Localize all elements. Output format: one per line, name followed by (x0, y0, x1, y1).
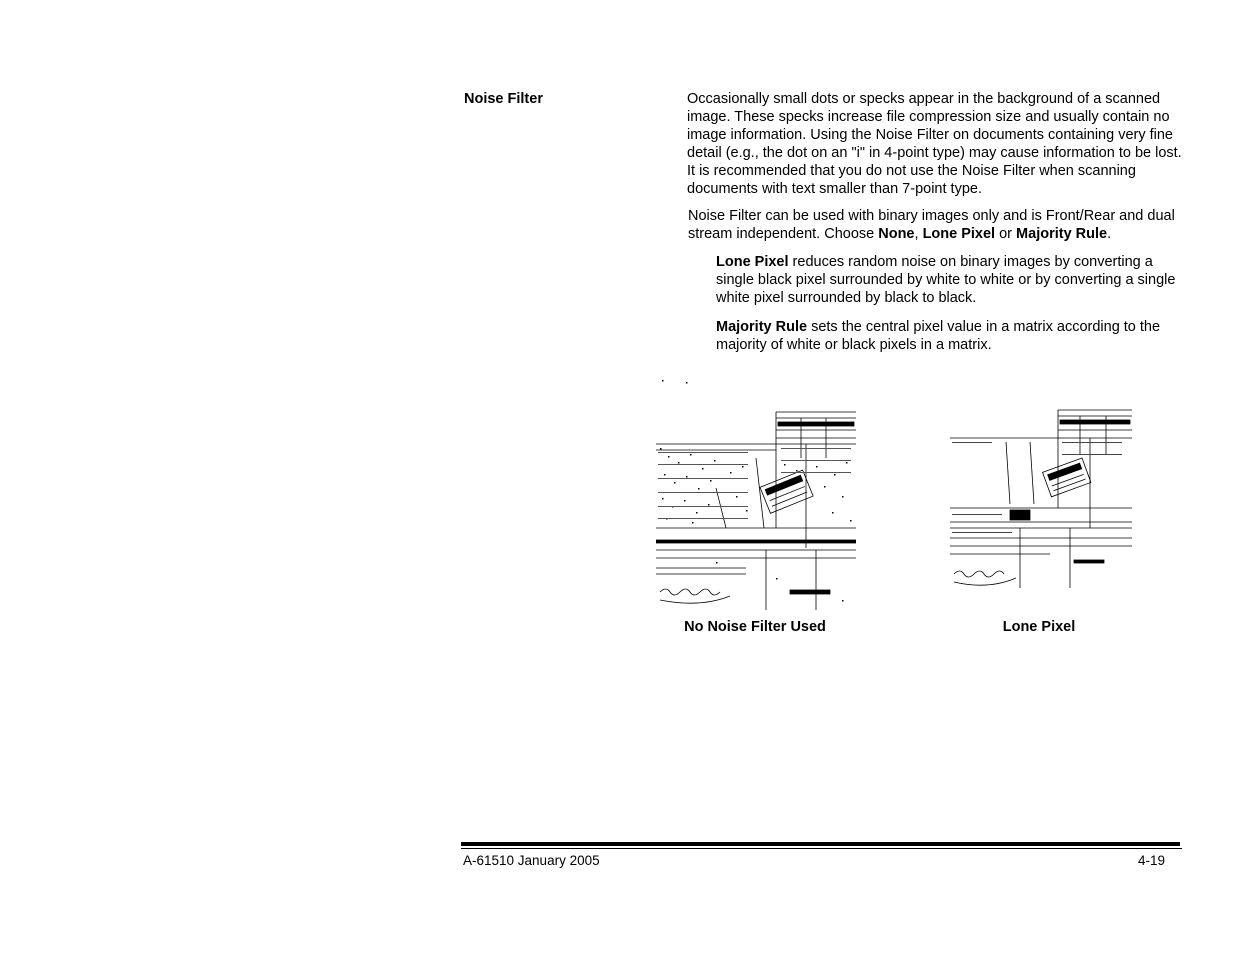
footer-page-number: 4-19 (1137, 853, 1165, 868)
lone-pixel-scan-image (950, 378, 1132, 594)
option-majority-rule: Majority Rule (1016, 226, 1108, 242)
majority-rule-text: sets the central pixel value in a matrix according to the majority of white or black pixels in a matrix. (716, 319, 1161, 353)
section-heading: Noise Filter (464, 91, 543, 107)
majority-rule-description (716, 318, 1181, 354)
footer-rule (461, 842, 1180, 846)
no-noise-filter-caption: No Noise Filter Used (684, 619, 826, 635)
body-text (687, 90, 1182, 365)
separator: or (995, 226, 1017, 242)
lone-pixel-caption: Lone Pixel (1002, 619, 1076, 635)
footer-document-id: A-61510 January 2005 (463, 853, 600, 868)
term-majority-rule: Majority Rule (716, 319, 808, 335)
lone-pixel-text: reduces random noise on binary images by converting a single black pixel surrounded by white to white or by converting a single white pixel surrounded by black to black. (716, 254, 1176, 306)
sentence-end: . (1107, 226, 1112, 242)
footer-rule-thin (461, 848, 1182, 849)
separator: , (914, 226, 923, 242)
option-none: None (878, 226, 915, 242)
intro-paragraph: Occasionally small dots or specks appear in the background of a scanned image. These specks increase file compression size and usually contain no image information. Using the Noise Filter on documents containing very fine detail (e.g., the dot on an "i" in 4-point type) may cause information to be lost. It is recommended that you do not use the Noise Filter when scanning documents with text smaller than 7-point type. (687, 91, 1182, 197)
term-lone-pixel: Lone Pixel (716, 254, 789, 270)
lone-pixel-description (716, 253, 1181, 307)
option-lone-pixel: Lone Pixel (922, 226, 996, 242)
options-intro-text: Noise Filter can be used with binary images only and is Front/Rear and dual stream independent. Choose (688, 208, 1175, 242)
options-paragraph (688, 207, 1182, 243)
noisy-scan-image (656, 378, 856, 610)
